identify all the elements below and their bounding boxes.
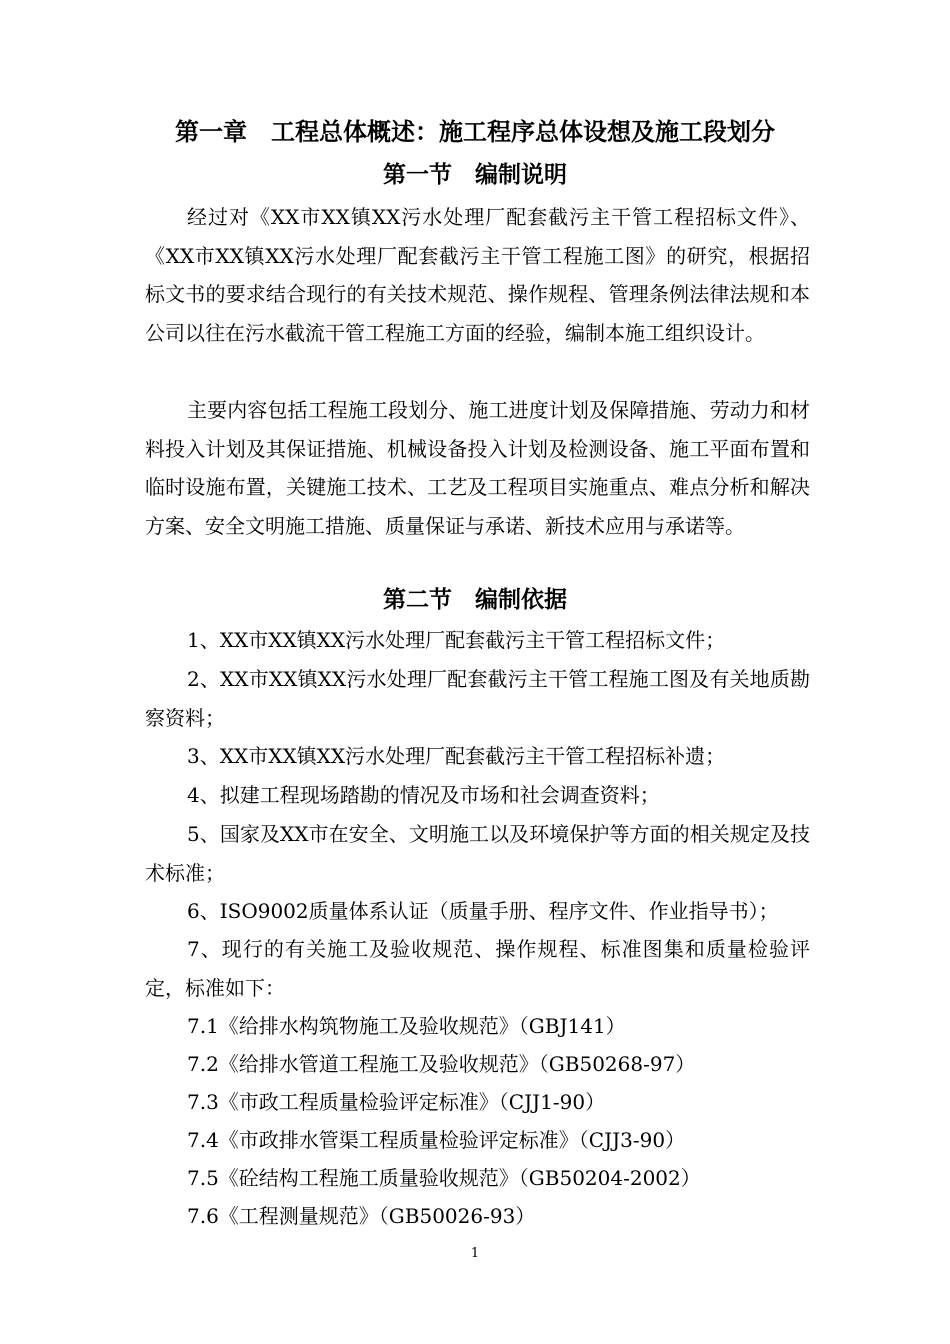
standard-item-2: 7.2《给排水管道工程施工及验收规范》（GB50268-97） — [187, 1052, 696, 1076]
basis-item-6: 6、ISO9002质量体系认证（质量手册、程序文件、作业指导书）； — [187, 899, 779, 923]
section-title-1: 第一节 编制说明 — [383, 162, 567, 188]
paragraph-contents: 主要内容包括工程施工段划分、施工进度计划及保障措施、劳动力和材料投入计划及其保证措施、机械设备投入计划及检测设备、施工平面布置和临时设施布置，关键施工技术、工艺及工程项目实施重点、难点分析和解决方案、安全文明施工措施、质量保证与承诺、新技术应用与承诺等。 — [145, 398, 810, 538]
chapter-title: 第一章 工程总体概述：施工程序总体设想及施工段划分 — [175, 118, 775, 146]
paragraph-explanation: 经过对《XX市XX镇XX污水处理厂配套截污主干管工程招标文件》、《XX市XX镇XX污水处理厂配套截污主干管工程施工图》的研究，根据招标文书的要求结合现行的有关技术规范、操作规程、管理条例法律法规和本公司以往在污水截流干管工程施工方面的经验，编制本施工组织设计。 — [145, 205, 810, 345]
page-number: 1 — [470, 1246, 480, 1261]
basis-item-3: 3、XX市XX镇XX污水处理厂配套截污主干管工程招标补遗； — [187, 744, 726, 768]
basis-item-1: 1、XX市XX镇XX污水处理厂配套截污主干管工程招标文件； — [187, 628, 726, 652]
basis-item-5: 5、国家及XX市在安全、文明施工以及环境保护等方面的相关规定及技术标准； — [145, 822, 810, 885]
basis-item-7: 7、现行的有关施工及验收规范、操作规程、标准图集和质量检验评定，标准如下： — [145, 937, 810, 1000]
basis-item-4: 4、拟建工程现场踏勘的情况及市场和社会调查资料； — [187, 783, 660, 807]
standard-item-4: 7.4《市政排水管渠工程质量检验评定标准》（CJJ3-90） — [187, 1128, 686, 1152]
standard-item-6: 7.6《工程测量规范》（GB50026-93） — [187, 1204, 536, 1228]
standard-item-5: 7.5《砼结构工程施工质量验收规范》（GB50204-2002） — [187, 1166, 701, 1190]
standard-item-3: 7.3《市政工程质量检验评定标准》（CJJ1-90） — [187, 1090, 606, 1114]
section-title-2: 第二节 编制依据 — [383, 587, 567, 613]
basis-item-2: 2、XX市XX镇XX污水处理厂配套截污主干管工程施工图及有关地质勘察资料； — [145, 667, 810, 730]
standard-item-1: 7.1《给排水构筑物施工及验收规范》（GBJ141） — [187, 1014, 626, 1038]
